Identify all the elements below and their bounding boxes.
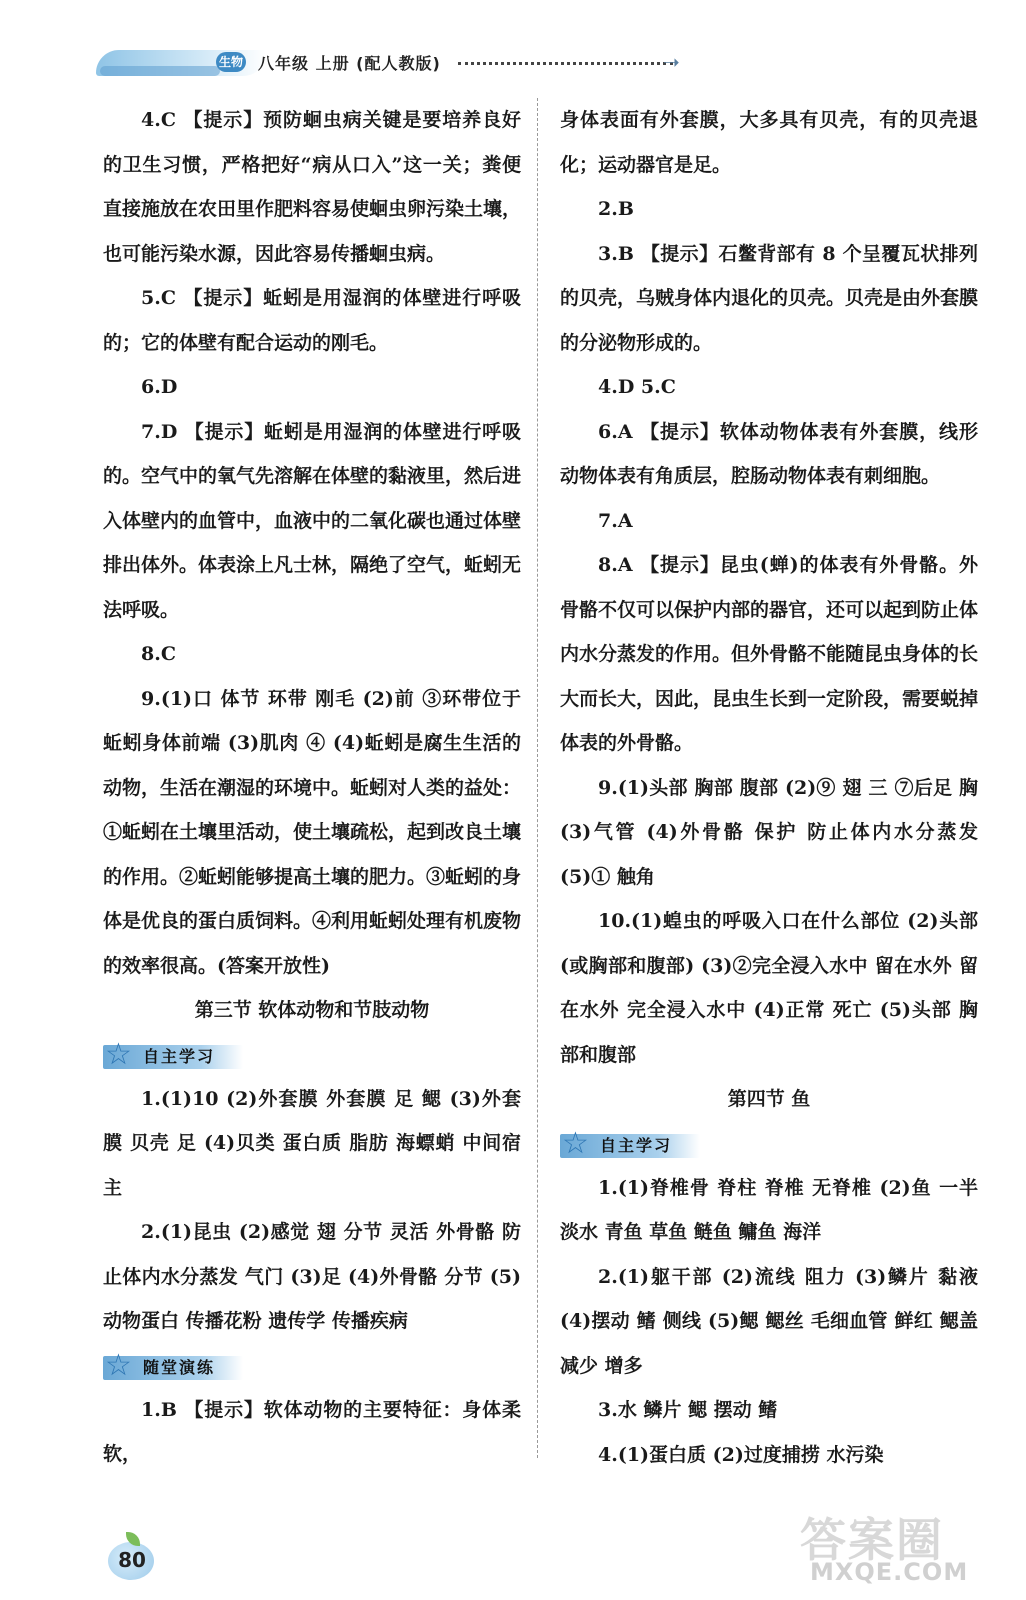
answer-item: 2.B: [598, 198, 634, 220]
practice-tag: [103, 1344, 521, 1388]
answer-item: 2.(1)昆虫 (2)感觉 翅 分节 灵活 外骨骼 防止体内水分蒸发 气门 (3)足 (4)外骨骼 分节 (5)动物蛋白 传播花粉 遗传学 传播疾病: [103, 1221, 521, 1332]
answer-item: 8.A 【提示】昆虫(蝉)的体表有外骨骼。外骨骼不仅可以保护内部的器官，还可以起到防止体内水分蒸发的作用。但外骨骼不能随昆虫身体的长大而长大，因此，昆虫生长到一定阶段，需要蜕掉体表的外骨骼。: [560, 554, 979, 754]
watermark: [800, 1500, 1010, 1590]
answer-item: 5.C 【提示】蚯蚓是用湿润的体壁进行呼吸的；它的体壁有配合运动的刚毛。: [103, 287, 521, 354]
answer-item: 4.D 5.C: [598, 376, 676, 398]
answer-item: 3.水 鳞片 鳃 摆动 鳍: [598, 1399, 778, 1421]
self-study-tag: [103, 1033, 521, 1077]
answer-item: 1.(1)10 (2)外套膜 外套膜 足 鳃 (3)外套膜 贝壳 足 (4)贝类 蛋白质 脂肪 海螵蛸 中间宿主: [103, 1087, 521, 1199]
section-title: 第三节 软体动物和节肢动物: [194, 999, 430, 1021]
answer-item: 6.A 【提示】软体动物体表有外套膜，线形动物体表有角质层，腔肠动物体表有刺细胞。: [560, 420, 978, 487]
page-header: [0, 0, 1026, 92]
column-divider: [537, 98, 538, 1458]
answer-item: 4.(1)蛋白质 (2)过度捕捞 水污染: [598, 1443, 884, 1466]
answer-item: 4.C 【提示】预防蛔虫病关键是要培养良好的卫生习惯，严格把好“病从口入”这一关；粪便直接施放在农田里作肥料容易使蛔虫卵污染土壤，也可能污染水源，因此容易传播蛔虫病。: [103, 109, 522, 265]
star-icon: ☆: [562, 1125, 589, 1161]
watermark-logo-text: 答案圈: [800, 1513, 944, 1567]
star-icon: ☆: [105, 1036, 132, 1072]
page-number: 80: [118, 1548, 146, 1572]
answer-item: 2.(1)躯干部 (2)流线 阻力 (3)鳞片 黏液 (4)摆动 鳍 侧线 (5)鳃 鳃丝 毛细血管 鲜红 鳃盖 减少 增多: [560, 1265, 978, 1377]
answer-item: 7.A: [598, 509, 633, 532]
self-study-tag: [560, 1122, 978, 1166]
answer-item: 9.(1)头部 胸部 腹部 (2)⑨ 翅 三 ⑦后足 胸 (3)气管 (4)外骨骼 保护 防止体内水分蒸发 (5)① 触角: [560, 776, 978, 888]
answer-item: 7.D 【提示】蚯蚓是用湿润的体壁进行呼吸的。空气中的氧气先溶解在体壁的黏液里，然后进入体壁内的血管中，血液中的二氧化碳也通过体壁排出体外。体表涂上凡士林，隔绝了空气，蚯蚓无法呼吸。: [103, 420, 522, 621]
answer-item: 10.(1)蝗虫的呼吸入口在什么部位 (2)头部(或胸部和腹部) (3)②完全浸入水中 留在水外 留在水外 完全浸入水中 (4)正常 死亡 (5)头部 胸部和腹部: [560, 910, 978, 1066]
answer-item: 3.B 【提示】石鳖背部有 8 个呈覆瓦状排列的贝壳，乌贼身体内退化的贝壳。贝壳是由外套膜的分泌物形成的。: [560, 242, 979, 354]
tag-label: 自主学习: [600, 1135, 673, 1155]
answer-item: 1.B 【提示】软体动物的主要特征：身体柔软，: [103, 1398, 521, 1465]
tag-label: 随堂演练: [143, 1357, 216, 1377]
answer-item: 1.(1)脊椎骨 脊柱 脊椎 无脊椎 (2)鱼 一半 淡水 青鱼 草鱼 鲢鱼 鳙鱼 海洋: [560, 1176, 978, 1243]
header-dotted-line: [458, 62, 673, 65]
section-title: 第四节 鱼: [727, 1088, 811, 1110]
tag-label: 自主学习: [143, 1046, 216, 1066]
star-icon: ☆: [105, 1347, 132, 1383]
subject-badge: 生物: [216, 52, 246, 72]
answer-item: 9.(1)口 体节 环带 刚毛 (2)前 ③环带位于蚯蚓身体前端 (3)肌肉 ④ (4)蚯蚓是腐生生活的动物，生活在潮湿的环境中。蚯蚓对人类的益处：①蚯蚓在土壤里活动，使土壤疏松，起到改良土壤的作用。②蚯蚓能够提高土壤的肥力。③蚯蚓的身体是优良的蛋白质饲料。④利用蚯蚓处理有机废物的效率很高。(答案开放性): [103, 687, 522, 977]
book-title: 八年级 上册 (配人教版): [258, 54, 441, 73]
page-number-badge: [96, 1528, 156, 1584]
right-column: [560, 98, 978, 1477]
left-column: [103, 98, 521, 1477]
watermark-url: MXQE.COM: [810, 1558, 969, 1586]
answer-item: 身体表面有外套膜，大多具有贝壳，有的贝壳退化；运动器官是足。: [560, 109, 978, 176]
answer-item: 8.C: [141, 643, 176, 665]
header-wave-decoration-2: [100, 66, 220, 76]
arrow-right-icon: ➝: [663, 50, 680, 74]
answer-item: 6.D: [141, 376, 178, 398]
